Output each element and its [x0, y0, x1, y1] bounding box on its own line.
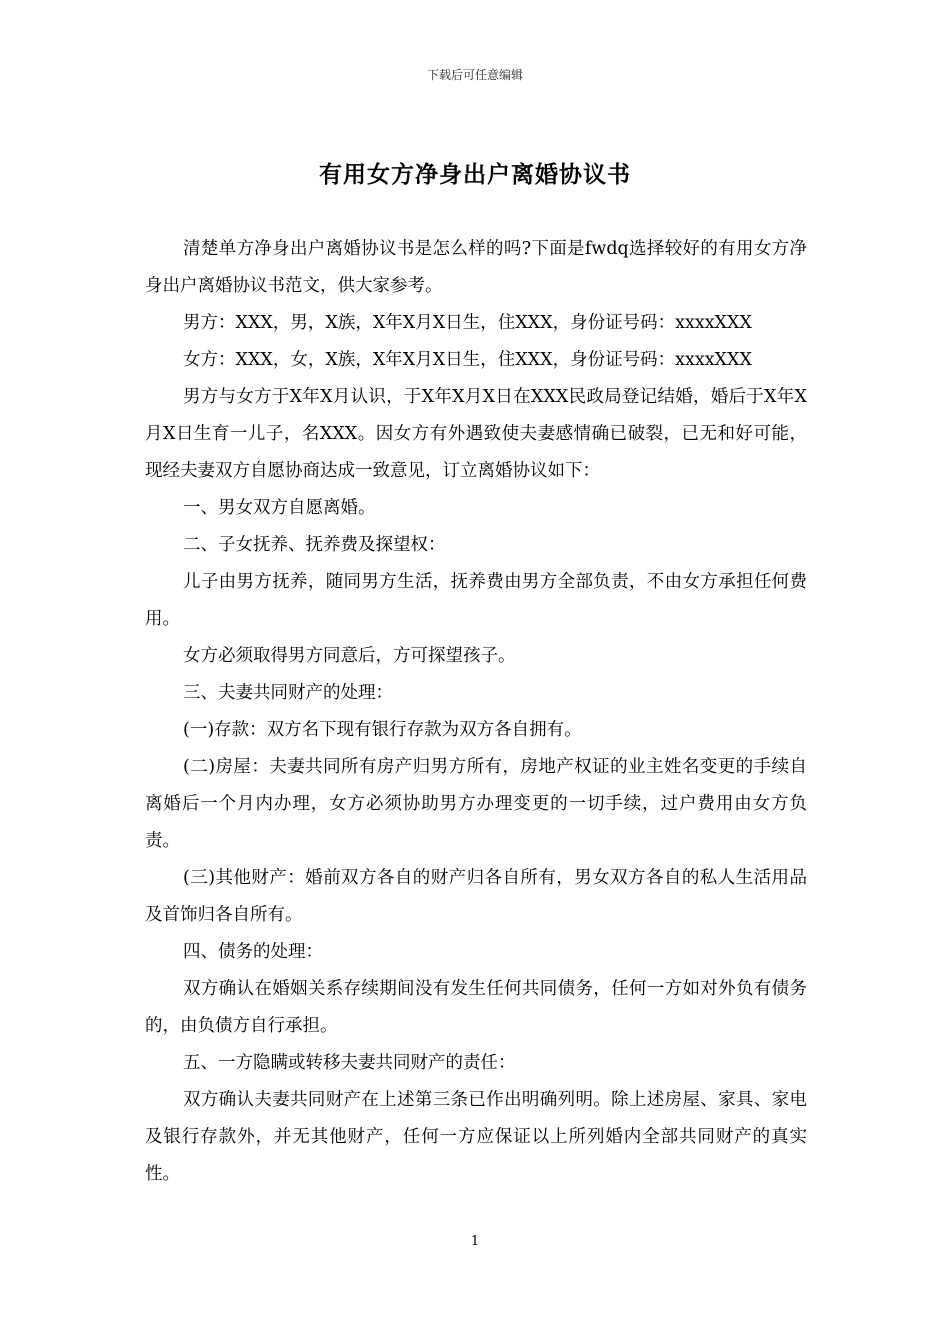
paragraph-custody: 儿子由男方抚养，随同男方生活，抚养费由男方全部负责，不由女方承担任何费用。 [145, 572, 807, 629]
paragraph-other-property: (三)其他财产：婚前双方各自的财产归各自所有，男女双方各自的私人生活用品及首饰归各自所有。 [145, 868, 807, 925]
paragraph-property-confirmation: 双方确认夫妻共同财产在上述第三条已作出明确列明。除上述房屋、家具、家电及银行存款外，并无其他财产，任何一方应保证以上所列婚内全部共同财产的真实性。 [145, 1090, 807, 1184]
document-body [145, 231, 807, 1193]
section-heading-3: 三、夫妻共同财产的处理： [183, 683, 393, 703]
paragraph-female-party: 女方：XXX，女，X族，X年X月X日生，住XXX，身份证号码：xxxxXXX [183, 350, 752, 370]
section-heading-5: 五、一方隐瞒或转移夫妻共同财产的责任： [183, 1053, 516, 1073]
paragraph-background: 男方与女方于X年X月认识，于X年X月X日在XXX民政局登记结婚，婚后于X年X月X日生育一儿子，名XXX。因女方有外遇致使夫妻感情确已破裂，已无和好可能，现经夫妻双方自愿协商达成一致意见，订立离婚协议如下： [145, 387, 807, 481]
section-heading-1: 一、男女双方自愿离婚。 [183, 498, 376, 518]
paragraph-house: (二)房屋：夫妻共同所有房产归男方所有，房地产权证的业主姓名变更的手续自离婚后一个月内办理，女方必须协助男方办理变更的一切手续，过户费用由女方负责。 [145, 757, 807, 851]
page-number: 1 [470, 1234, 480, 1249]
paragraph-deposits: (一)存款：双方名下现有银行存款为双方各自拥有。 [183, 720, 582, 740]
paragraph-male-party: 男方：XXX，男，X族，X年X月X日生，住XXX，身份证号码：xxxxXXX [183, 313, 752, 333]
document-title: 有用女方净身出户离婚协议书 [319, 161, 631, 188]
paragraph-debts: 双方确认在婚姻关系存续期间没有发生任何共同债务，任何一方如对外负有债务的，由负债方自行承担。 [145, 979, 807, 1036]
paragraph-visitation: 女方必须取得男方同意后，方可探望孩子。 [183, 646, 516, 666]
paragraph-intro: 清楚单方净身出户离婚协议书是怎么样的吗?下面是fwdq选择较好的有用女方净身出户离婚协议书范文，供大家参考。 [145, 239, 807, 296]
section-heading-2: 二、子女抚养、抚养费及探望权： [183, 535, 446, 555]
header-note: 下载后可任意编辑 [426, 68, 523, 82]
section-heading-4: 四、债务的处理： [183, 942, 323, 962]
